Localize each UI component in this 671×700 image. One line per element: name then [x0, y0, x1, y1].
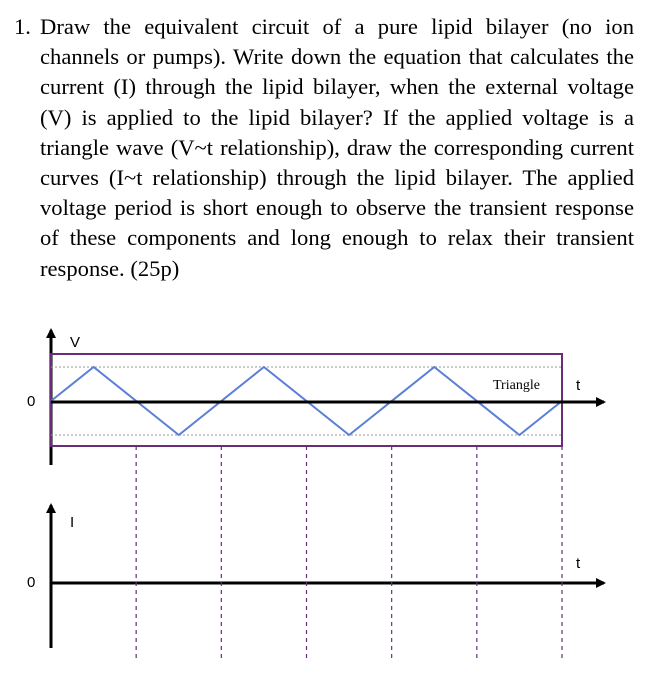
- voltage-x-axis-label: t: [576, 377, 581, 394]
- voltage-zero-label: 0: [27, 393, 36, 410]
- current-chart: [27, 505, 604, 648]
- voltage-chart: [27, 330, 604, 465]
- triangle-legend-label: Triangle: [493, 378, 540, 393]
- period-marker-lines: [136, 446, 562, 658]
- voltage-y-axis-label: V: [70, 334, 81, 351]
- current-x-axis-label: t: [576, 555, 581, 572]
- current-zero-label: 0: [27, 574, 36, 591]
- question-text: Draw the equivalent circuit of a pure lipid bilayer (no ion channels or pumps). Write down the equation that calculates the current (I) through the lipid bilayer, when the external voltage (V) is applied to the lipid bilayer? If the applied voltage is a triangle wave (V~t relationship), draw the corresponding current curves (I~t relationship) through the lipid bilayer. The applied voltage period is short enough to observe the transient response of these components and long enough to relax their transient response. (25p): [40, 14, 634, 281]
- question-number: 1.: [14, 14, 31, 39]
- current-y-axis-label: I: [70, 514, 75, 531]
